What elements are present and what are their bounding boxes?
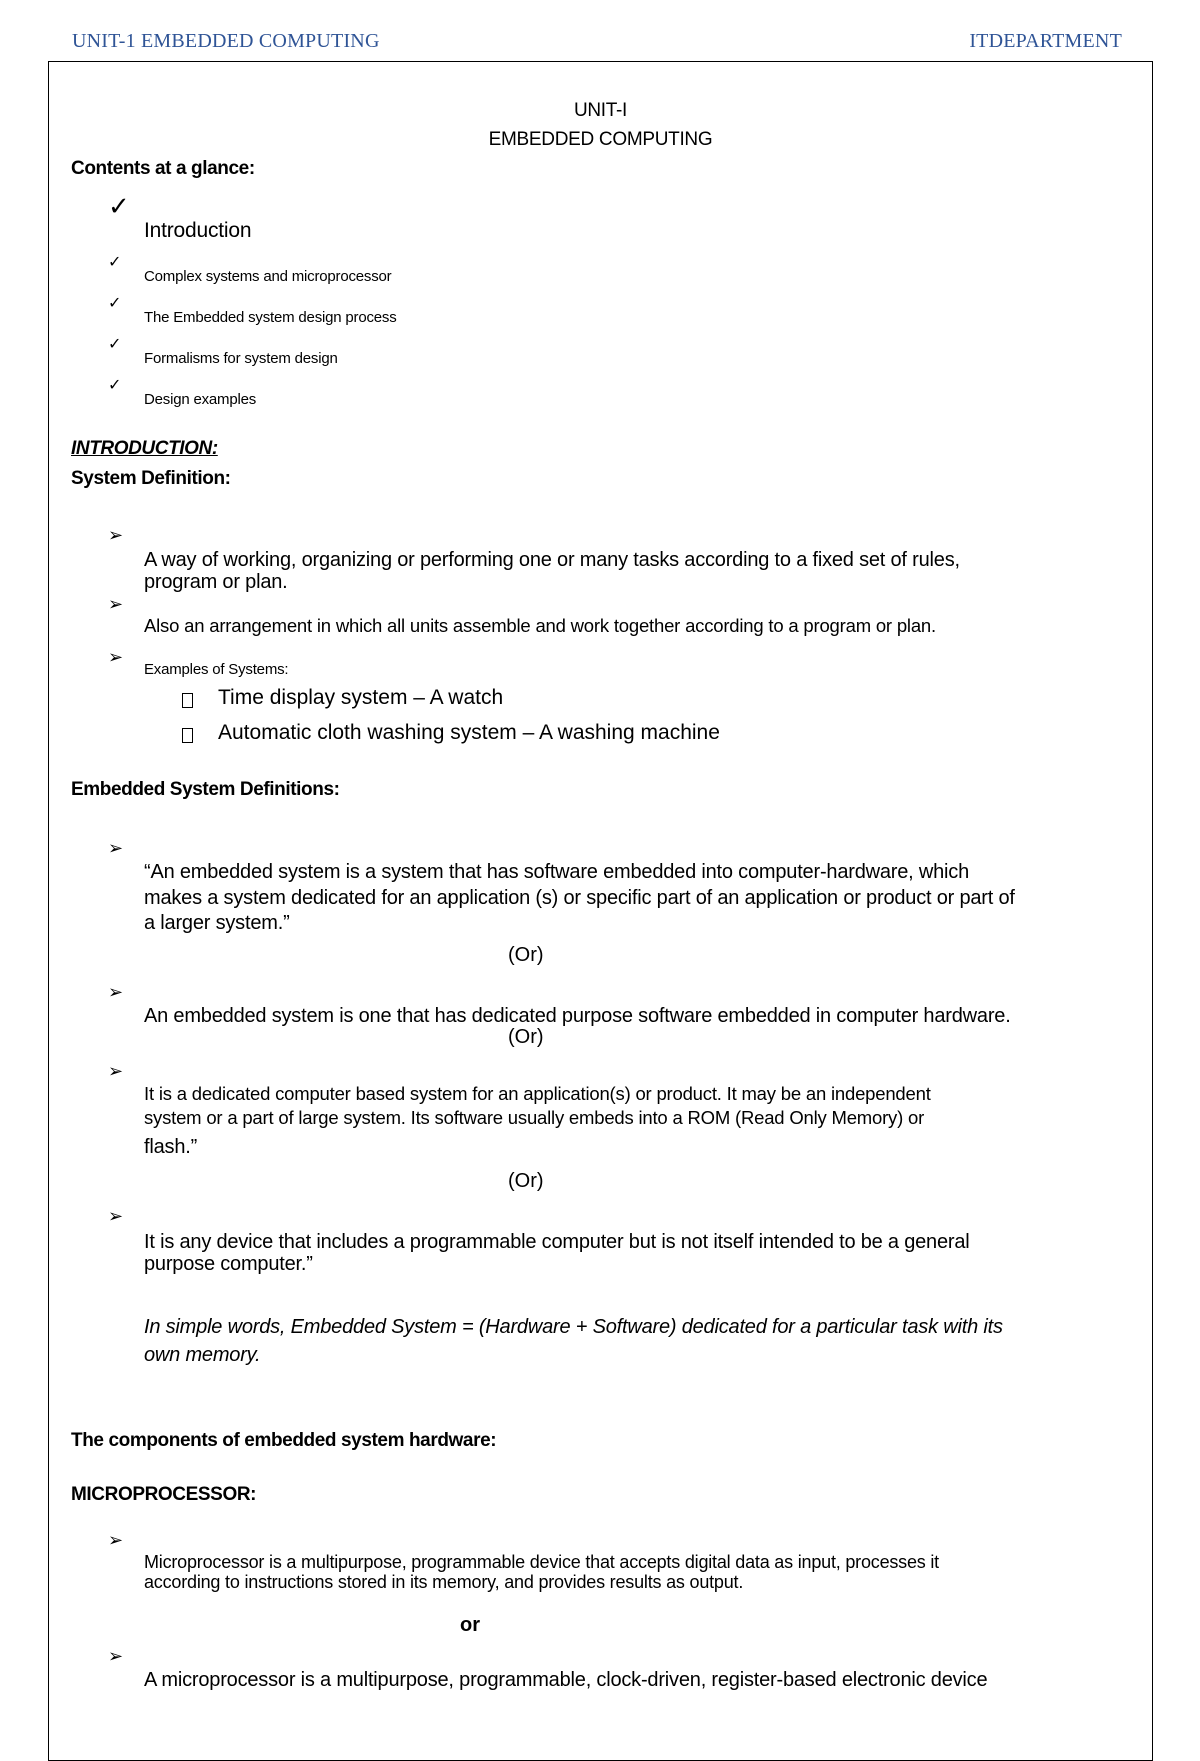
contents-item-design-process: The Embedded system design process <box>144 309 397 326</box>
definition-2: An embedded system is one that has dedicated purpose software embedded in computer hardware. <box>144 1005 1011 1027</box>
arrow-bullet-icon: ➢ <box>108 1530 124 1551</box>
check-icon: ✓ <box>108 252 122 271</box>
definition-3-line1: It is a dedicated computer based system for an application(s) or product. It may be an independent <box>144 1083 931 1104</box>
or-separator: (Or) <box>508 1170 544 1192</box>
microprocessor-def-1-line1: Microprocessor is a multipurpose, programmable device that accepts digital data as input, processes it <box>144 1552 939 1572</box>
example-washing-machine: Automatic cloth washing system – A washing machine <box>218 721 720 744</box>
definition-3-line3: flash.” <box>144 1136 198 1158</box>
contents-item-design-examples: Design examples <box>144 391 257 408</box>
arrow-bullet-icon: ➢ <box>108 594 124 615</box>
system-definition-2: Also an arrangement in which all units assemble and work together according to a program or plan. <box>144 615 936 636</box>
check-icon: ✓ <box>108 192 130 222</box>
unit-title: UNIT-I <box>573 100 628 121</box>
definition-1-line2: makes a system dedicated for an application (s) or specific part of an application or product or part of <box>144 887 1015 909</box>
definition-3-line2: system or a part of large system. Its software usually embeds into a ROM (Read Only Memory) or <box>144 1107 925 1128</box>
arrow-bullet-icon: ➢ <box>108 982 124 1003</box>
simple-definition-line2: own memory. <box>144 1344 261 1366</box>
or-separator: or <box>460 1614 480 1636</box>
arrow-bullet-icon: ➢ <box>108 647 124 668</box>
definition-1-line3: a larger system.” <box>144 912 290 934</box>
contents-item-introduction: Introduction <box>144 219 252 242</box>
or-separator: (Or) <box>508 1026 544 1048</box>
contents-item-complex-systems: Complex systems and microprocessor <box>144 268 392 285</box>
simple-definition-line1: In simple words, Embedded System = (Hardware + Software) dedicated for a particular task with its <box>144 1316 1003 1338</box>
check-icon: ✓ <box>108 375 122 394</box>
example-watch: Time display system – A watch <box>218 686 504 709</box>
system-definition-1-line1: A way of working, organizing or performing one or many tasks according to a fixed set of rules, <box>144 549 960 571</box>
square-bullet-icon <box>182 728 193 743</box>
or-separator: (Or) <box>508 944 544 966</box>
arrow-bullet-icon: ➢ <box>108 1206 124 1227</box>
definition-4-line1: It is any device that includes a programmable computer but is not itself intended to be a general <box>144 1231 970 1253</box>
microprocessor-def-1-line2: according to instructions stored in its memory, and provides results as output. <box>144 1572 744 1592</box>
microprocessor-heading: MICROPROCESSOR: <box>71 1484 257 1505</box>
definition-1-line1: “An embedded system is a system that has software embedded into computer-hardware, which <box>144 861 970 883</box>
definition-4-line2: purpose computer.” <box>144 1253 313 1275</box>
introduction-heading: INTRODUCTION: <box>71 438 218 459</box>
contents-item-formalisms: Formalisms for system design <box>144 350 338 367</box>
check-icon: ✓ <box>108 293 122 312</box>
embedded-definitions-heading: Embedded System Definitions: <box>71 779 340 800</box>
arrow-bullet-icon: ➢ <box>108 838 124 859</box>
arrow-bullet-icon: ➢ <box>108 525 124 546</box>
system-definition-1-line2: program or plan. <box>144 571 288 593</box>
microprocessor-def-2: A microprocessor is a multipurpose, programmable, clock-driven, register-based electronic device <box>144 1669 988 1691</box>
running-header-department: ITDEPARTMENT <box>969 30 1122 52</box>
contents-heading: Contents at a glance: <box>71 158 255 179</box>
components-heading: The components of embedded system hardware: <box>71 1430 497 1451</box>
check-icon: ✓ <box>108 334 122 353</box>
system-definition-heading: System Definition: <box>71 468 231 489</box>
square-bullet-icon <box>182 693 193 708</box>
running-header-title: UNIT-1 EMBEDDED COMPUTING <box>72 30 380 52</box>
arrow-bullet-icon: ➢ <box>108 1646 124 1667</box>
chapter-title: EMBEDDED COMPUTING <box>488 129 713 150</box>
arrow-bullet-icon: ➢ <box>108 1061 124 1082</box>
examples-of-systems-label: Examples of Systems: <box>144 661 289 678</box>
